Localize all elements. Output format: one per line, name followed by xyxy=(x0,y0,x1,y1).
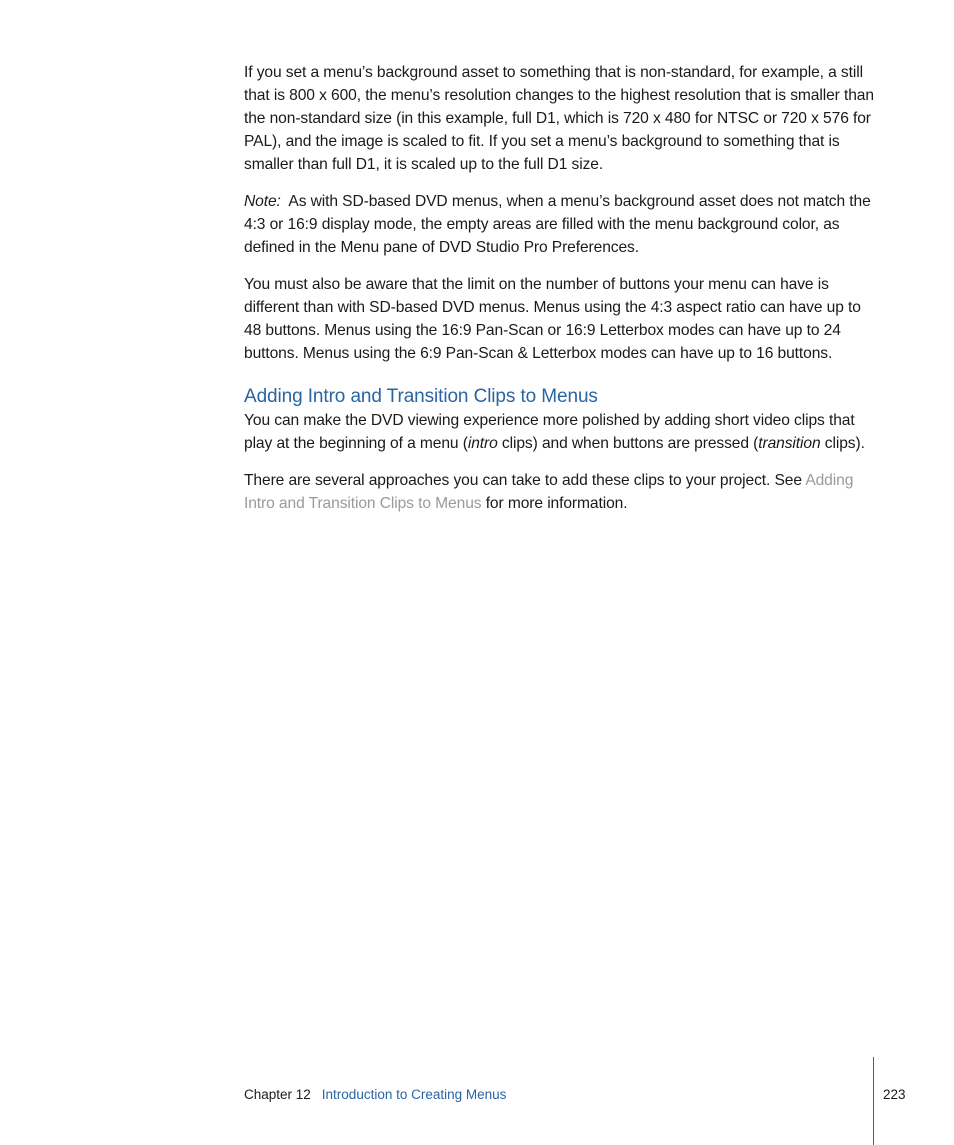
footer-chapter-title: Introduction to Creating Menus xyxy=(321,1087,507,1102)
para5-text-a: There are several approaches you can take to add these clips to your project. See xyxy=(244,472,806,489)
para5-text-b: for more information. xyxy=(481,495,628,512)
footer-chapter: Chapter 12 xyxy=(244,1087,311,1102)
note-paragraph xyxy=(244,190,876,259)
section-heading: Adding Intro and Transition Clips to Menus xyxy=(244,386,598,407)
para4-text-b: clips) and when buttons are pressed ( xyxy=(497,435,759,452)
intro-term: intro xyxy=(467,435,498,452)
footer-divider xyxy=(873,1057,874,1145)
page-content xyxy=(244,61,876,529)
transition-term: transition xyxy=(758,435,821,452)
para4-text-a: You can make the DVD viewing experience more polished by adding short video clips that play at the beginning of a menu ( xyxy=(244,412,855,452)
note-label: Note: xyxy=(244,193,281,210)
paragraph-background-asset: If you set a menu’s background asset to something that is non-standard, for example, a still that is 800 x 600, the menu’s resolution changes to the highest resolution that is smaller than the non-standard size (in this example, full D1, which is 720 x 480 for NTSC or 720 x 576 for PAL), and the image is scaled to fit. If you set a menu’s background to something that is smaller than full D1, it is scaled up to the full D1 size. xyxy=(244,64,874,173)
page-number: 223 xyxy=(883,1087,906,1102)
paragraph-intro-transition xyxy=(244,409,876,455)
cross-reference-link[interactable]: Adding Intro and Transition Clips to Menus xyxy=(244,472,854,512)
paragraph-button-limits: You must also be aware that the limit on the number of buttons your menu can have is different than with SD-based DVD menus. Menus using the 4:3 aspect ratio can have up to 48 buttons. Menus using the 16:9 Pan-Scan or 16:9 Letterbox modes can have up to 24 buttons. Menus using the 6:9 Pan-Scan & Letterbox modes can have up to 16 buttons. xyxy=(244,276,861,362)
paragraph-approaches xyxy=(244,469,876,515)
note-text: As with SD-based DVD menus, when a menu’s background asset does not match the 4:3 or 16:9 display mode, the empty areas are filled with the menu background color, as defined in the Menu pane of DVD Studio Pro Preferences. xyxy=(244,193,871,256)
page-footer xyxy=(244,1087,506,1103)
para4-text-c: clips). xyxy=(820,435,865,452)
